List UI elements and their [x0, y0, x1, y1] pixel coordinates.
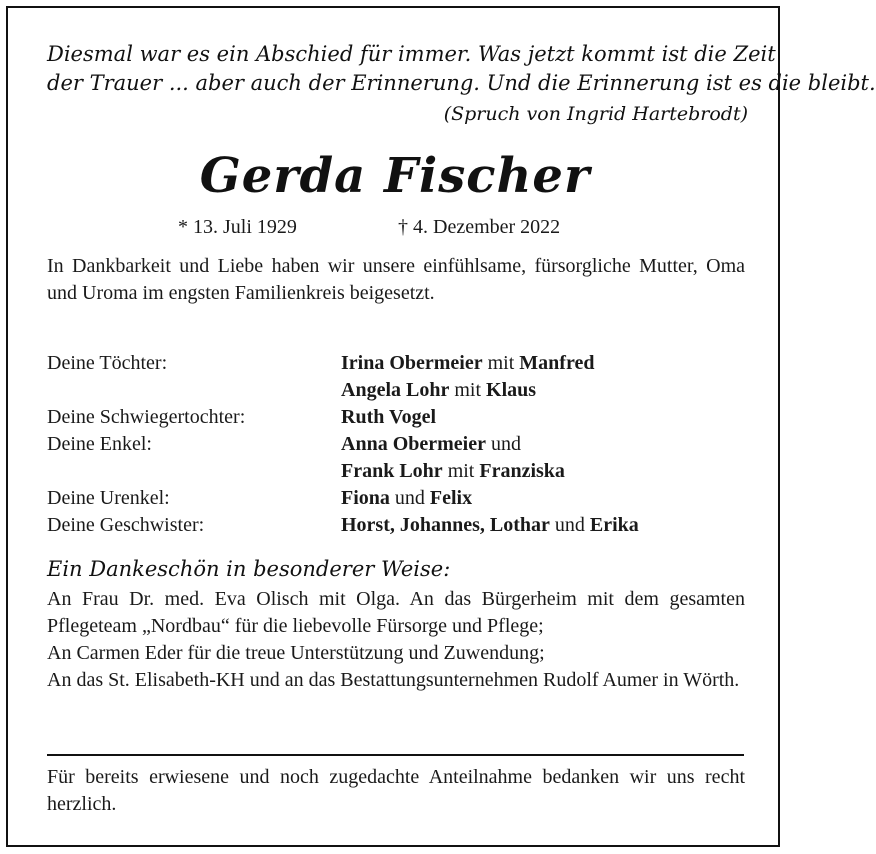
family-label: Deine Enkel: — [47, 433, 152, 455]
family-names — [341, 458, 565, 485]
divider-line — [47, 754, 744, 756]
connector: mit — [442, 460, 480, 482]
birth-date: * 13. Juli 1929 — [178, 216, 297, 238]
motto-quote — [47, 40, 876, 98]
person-name: Irina Obermeier — [341, 352, 483, 374]
family-label: Deine Urenkel: — [47, 487, 170, 509]
family-list — [47, 350, 747, 539]
person-name: Anna Obermeier — [341, 433, 486, 455]
thanks-paragraph-1: An Frau Dr. med. Eva Olisch mit Olga. An das Bürgerheim mit dem gesamten Pflegeteam „Nordbau“ für die liebevolle Fürsorge und Pflege; — [47, 588, 745, 637]
motto-line-2: der Trauer ... aber auch der Erinnerung. Und die Erinnerung ist es die bleibt. — [47, 71, 876, 95]
family-row-daughters — [47, 350, 747, 377]
family-names — [341, 377, 536, 404]
connector: mit — [449, 379, 487, 401]
thanks-text — [47, 586, 745, 694]
family-row-grandchildren — [47, 431, 747, 458]
thanks-paragraph-3: An das St. Elisabeth-KH und an das Bestattungsunternehmen Rudolf Aumer in Wörth. — [47, 669, 740, 691]
family-label: Deine Schwiegertochter: — [47, 406, 246, 428]
person-name: Horst, Johannes, Lothar — [341, 514, 550, 536]
family-names — [341, 512, 639, 539]
family-label: Deine Töchter: — [47, 352, 168, 374]
connector: und — [485, 433, 521, 455]
motto-line-1: Diesmal war es ein Abschied für immer. Was jetzt kommt ist die Zeit — [47, 42, 776, 66]
connector: mit — [482, 352, 520, 374]
person-name: Franziska — [479, 460, 565, 482]
family-names — [341, 350, 594, 377]
person-name: Klaus — [486, 379, 537, 401]
family-row-great-grandchildren — [47, 485, 747, 512]
person-name: Angela Lohr — [341, 379, 450, 401]
thanks-paragraph-2: An Carmen Eder für die treue Unterstützung und Zuwendung; — [47, 642, 545, 664]
family-names — [341, 431, 521, 458]
family-row-grandchildren-2 — [47, 458, 747, 485]
family-names — [341, 485, 472, 512]
person-name: Manfred — [519, 352, 595, 374]
family-row-siblings — [47, 512, 747, 539]
death-date: † 4. Dezember 2022 — [398, 216, 561, 238]
person-name: Erika — [589, 514, 639, 536]
deceased-name: Gerda Fischer — [199, 148, 591, 204]
person-name: Fiona — [341, 487, 390, 509]
family-row-daughter-in-law — [47, 404, 747, 431]
family-label: Deine Geschwister: — [47, 514, 205, 536]
family-names — [341, 404, 436, 431]
person-name: Felix — [429, 487, 473, 509]
motto-source: (Spruch von Ingrid Hartebrodt) — [443, 103, 748, 125]
family-row-daughters-2 — [47, 377, 747, 404]
intro-text: In Dankbarkeit und Liebe haben wir unsere einfühlsame, fürsorgliche Mutter, Oma und Uroma im engsten Familienkreis beigesetzt. — [47, 255, 745, 304]
person-name: Ruth Vogel — [341, 406, 437, 428]
closing-text: Für bereits erwiesene und noch zugedachte Anteilnahme bedanken wir uns recht herzlich. — [47, 766, 745, 815]
connector: und — [389, 487, 430, 509]
connector: und — [549, 514, 590, 536]
person-name: Frank Lohr — [341, 460, 443, 482]
thanks-heading: Ein Dankeschön in besonderer Weise: — [47, 557, 451, 581]
